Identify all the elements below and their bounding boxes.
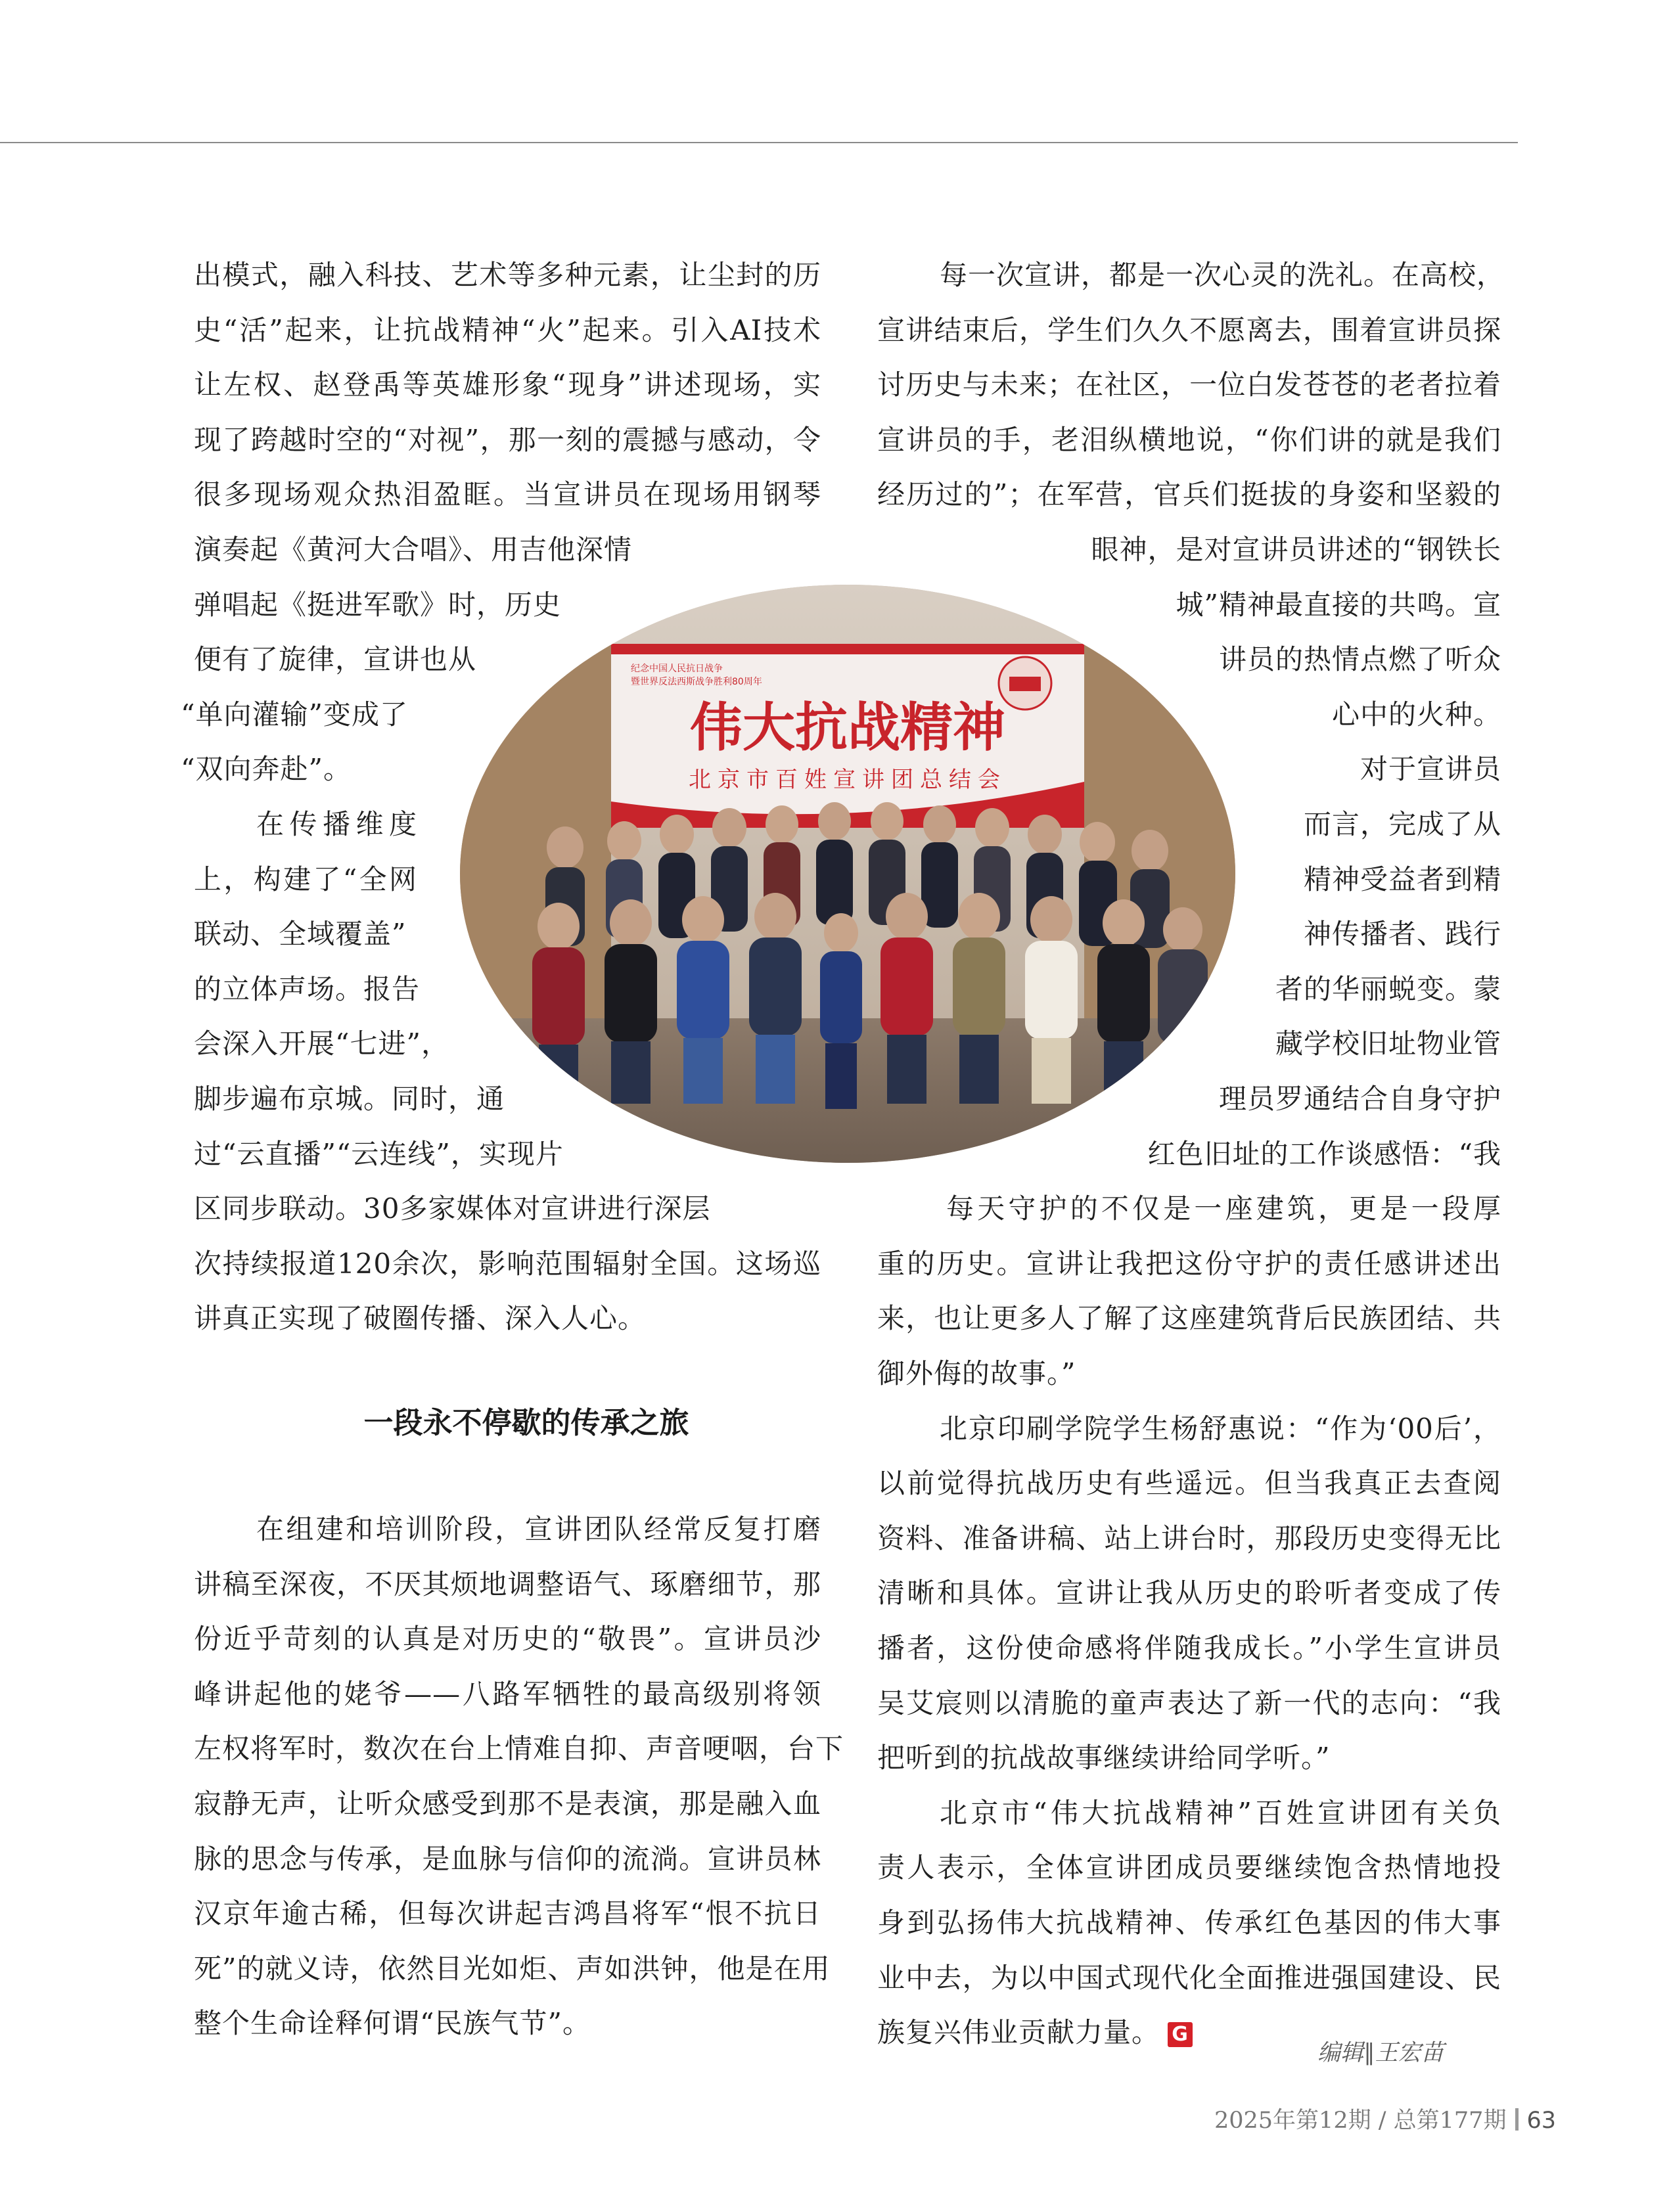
right-column-line: 每一次宣讲，都是一次心灵的洗礼。在高校， [940,259,1505,291]
right-column-line: 御外侮的故事。” [877,1357,1076,1389]
right-column-line: 北京印刷学院学生杨舒惠说：“作为‘00后’， [940,1412,1501,1445]
left-column-line: 史“活”起来，让抗战精神“火”起来。引入AI技术 [194,313,821,346]
left-column-line: 寂静无声，让听众感受到那不是表演，那是融入血 [194,1788,821,1820]
left-column-line: “单向灌输”变成了 [181,698,408,731]
left-column-line: 联动、全域覆盖” [194,918,407,951]
left-column-line: 汉京年逾古稀，但每次讲起吉鸿昌将军“恨不抗日 [194,1897,821,1930]
right-column-line: 对于宣讲员 [1360,753,1501,786]
right-column-line: 责人表示，全体宣讲团成员要继续饱含热情地投 [877,1851,1501,1884]
right-column-line: 每天守护的不仅是一座建筑，更是一段厚 [946,1192,1501,1225]
left-column-line: 脚步遍布京城。同时，通 [194,1083,505,1115]
left-column-line: 现了跨越时空的“对视”，那一刻的震撼与感动，令 [194,423,821,456]
left-column-line: 讲稿至深夜，不厌其烦地调整语气、琢磨细节，那 [194,1568,821,1600]
folio-divider [1515,2108,1519,2131]
group-photo-illustration [460,585,1235,1163]
left-column-line: 演奏起《黄河大合唱》、用吉他深情 [194,533,633,566]
right-column-line: 神传播者、践行 [1303,918,1501,951]
left-column-line: 在组建和培训阶段，宣讲团队经常反复打磨 [256,1513,821,1545]
section-heading: 一段永不停歇的传承之旅 [363,1405,689,1440]
right-column-line: 红色旧址的工作谈感悟：“我 [1147,1137,1501,1170]
right-column-line: 精神受益者到精 [1303,863,1501,895]
left-column-line: 峰讲起他的姥爷——八路军牺牲的最高级别将领 [194,1677,821,1710]
right-column-line: 来，也让更多人了解了这座建筑背后民族团结、共 [877,1302,1501,1335]
right-column-line: 身到弘扬伟大抗战精神、传承红色基因的伟大事 [877,1907,1501,1939]
page-number: 63 [1526,2108,1556,2134]
left-column-line: 过“云直播”“云连线”，实现片 [194,1137,564,1170]
right-column-line: 眼神，是对宣讲员讲述的“钢铁长 [1091,533,1501,566]
left-column-line: 上，构建了“全网 [194,863,417,895]
right-column-line: 宣讲员的手，老泪纵横地说，“你们讲的就是我们 [877,423,1501,456]
left-column-line: 在传播维度 [256,808,417,840]
group-photo [460,585,1235,1163]
left-column-line: 讲真正实现了破圈传播、深入人心。 [194,1302,647,1335]
left-column-line: 区同步联动。30多家媒体对宣讲进行深层 [194,1192,711,1225]
banner-subtitle: 北京市百姓宣讲团总结会 [689,767,1007,793]
left-column-line: 很多现场观众热泪盈眶。当宣讲员在现场用钢琴 [194,478,821,511]
right-column-line: 讨历史与未来；在社区，一位白发苍苍的老者拉着 [877,369,1501,401]
right-column-line: 吴艾宸则以清脆的童声表达了新一代的志向：“我 [877,1686,1501,1719]
right-column-line: 把听到的抗战故事继续讲给同学听。” [877,1742,1331,1774]
editor-credit: 编辑∥王宏苗 [1317,2040,1444,2066]
right-column-line: 者的华丽蜕变。蒙 [1275,972,1501,1005]
right-column-line: 清晰和具体。宣讲让我从历史的聆听者变成了传 [877,1577,1501,1610]
right-column-line: 播者，这份使命感将伴随我成长。”小学生宣讲员 [877,1632,1501,1664]
left-column-line: 份近乎苛刻的认真是对历史的“敬畏”。宣讲员沙 [194,1623,821,1656]
right-column-line: 城”精神最直接的共鸣。宣 [1176,588,1501,621]
left-column-line: 便有了旋律，宣讲也从 [194,643,477,676]
left-column-line: 出模式，融入科技、艺术等多种元素，让尘封的历 [194,259,821,291]
left-column-line: 的立体声场。报告 [194,972,421,1005]
right-column-line: 重的历史。宣讲让我把这份守护的责任感讲述出 [877,1247,1501,1280]
right-column-line: 经历过的”；在军营，官兵们挺拔的身姿和坚毅的 [877,478,1501,511]
banner-small-line-1: 纪念中国人民抗日战争 [631,664,723,674]
left-column-line: 左权将军时，数次在台上情难自抑、声音哽咽，台下 [194,1732,844,1765]
right-column-line: 业中去，为以中国式现代化全面推进强国建设、民 [877,1961,1501,1994]
left-column-line: 次持续报道120余次，影响范围辐射全国。这场巡 [194,1247,821,1280]
right-column-line: 宣讲结束后，学生们久久不愿离去，围着宣讲员探 [877,313,1501,346]
left-column-line: 脉的思念与传承，是血脉与信仰的流淌。宣讲员林 [194,1842,821,1875]
right-column-line: 讲员的热情点燃了听众 [1218,643,1501,676]
end-mark-icon: G [1168,2022,1193,2047]
left-column-line: 死”的就义诗，依然目光如炬、声如洪钟，他是在用 [194,1952,831,1985]
banner-small-line-2: 暨世界反法西斯战争胜利80周年 [631,677,762,687]
right-column-line: 资料、准备讲稿、站上讲台时，那段历史变得无比 [877,1522,1501,1554]
page-folio [1214,2102,1556,2135]
left-column-line: 让左权、赵登禹等英雄形象“现身”讲述现场，实 [194,369,821,401]
header-rule [0,142,1518,143]
left-column-line: 会深入开展“七进”， [194,1027,449,1060]
right-column-line: 族复兴伟业贡献力量。 G [877,2016,1501,2050]
issue-info: 2025年第12期 / 总第177期 [1214,2108,1507,2134]
banner-title: 伟大抗战精神 [690,696,1005,758]
right-column-line: 以前觉得抗战历史有些遥远。但当我真正去查阅 [877,1467,1501,1500]
right-column-line: 藏学校旧址物业管 [1275,1027,1501,1060]
left-column-line: 弹唱起《挺进军歌》时，历史 [194,588,562,621]
right-column-line: 心中的火种。 [1331,698,1501,731]
left-column-line: “双向奔赴”。 [181,753,352,786]
right-column-line: 北京市“伟大抗战精神”百姓宣讲团有关负 [940,1796,1501,1829]
left-column-line: 整个生命诠释何谓“民族气节”。 [194,2007,591,2040]
right-column-line: 理员罗通结合自身守护 [1218,1083,1501,1115]
right-column-line: 而言，完成了从 [1303,808,1501,840]
